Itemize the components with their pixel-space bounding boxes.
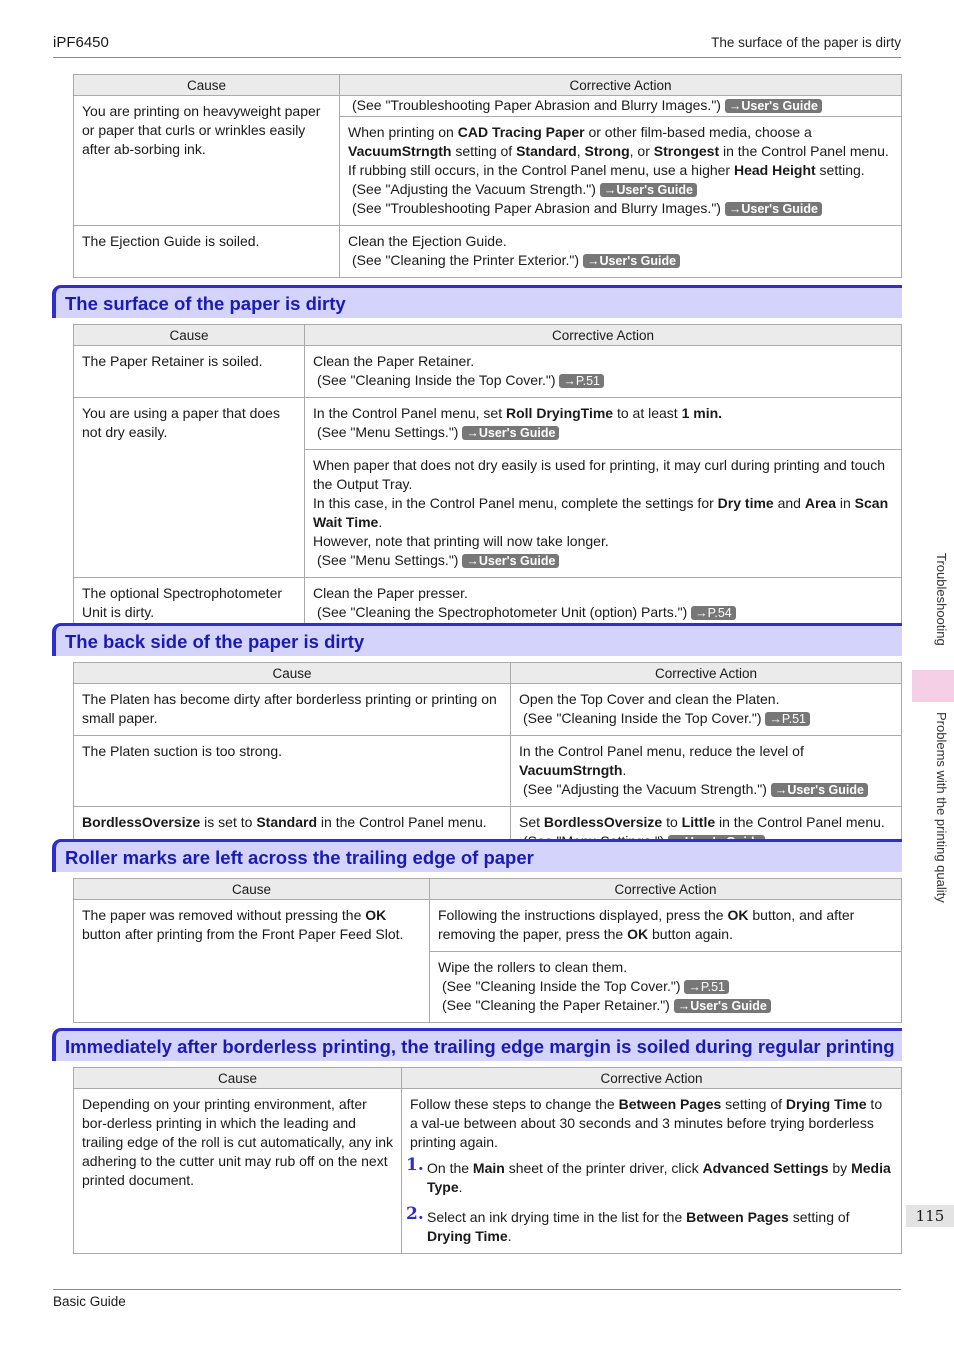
step-item: 1. On the Main sheet of the printer driver, click Advanced Settings by Media Type. bbox=[406, 1155, 891, 1195]
step-number: 2. bbox=[406, 1204, 424, 1224]
cause-cell: You are printing on heavyweight paper or paper that curls or wrinkles easily after ab-sorbing ink. bbox=[74, 96, 340, 226]
table-header-row bbox=[74, 879, 902, 900]
cause-header: Cause bbox=[74, 1068, 402, 1089]
cause-cell: The Platen suction is too strong. bbox=[74, 736, 511, 807]
table-row bbox=[74, 684, 902, 736]
action-cell: In the Control Panel menu, set Roll DryingTime to at least 1 min. (See "Menu Settings.") →User's Guide bbox=[305, 398, 902, 450]
table-row bbox=[74, 96, 902, 117]
page-link[interactable]: →P.51 bbox=[765, 712, 810, 726]
footer-guide-name: Basic Guide bbox=[53, 1294, 126, 1309]
cause-header: Cause bbox=[74, 325, 305, 346]
table-row bbox=[74, 578, 902, 630]
cause-action-table bbox=[73, 324, 902, 630]
cause-cell: The optional Spectrophotometer Unit is dirty. bbox=[74, 578, 305, 630]
cause-cell: You are using a paper that does not dry easily. bbox=[74, 398, 305, 578]
users-guide-link[interactable]: →User's Guide bbox=[583, 254, 680, 268]
action-cell: (See "Troubleshooting Paper Abrasion and Blurry Images.") →User's Guide bbox=[340, 96, 902, 117]
table-header-row bbox=[74, 1068, 902, 1089]
users-guide-link[interactable]: →User's Guide bbox=[600, 183, 697, 197]
action-cell: In the Control Panel menu, reduce the level of VacuumStrngth. (See "Adjusting the Vacuum Strength.") →User's Guide bbox=[511, 736, 902, 807]
action-cell: Clean the Paper Retainer. (See "Cleaning Inside the Top Cover.") →P.51 bbox=[305, 346, 902, 398]
section-heading: The surface of the paper is dirty bbox=[52, 285, 902, 318]
users-guide-link[interactable]: →User's Guide bbox=[725, 202, 822, 216]
table-row bbox=[74, 346, 902, 398]
users-guide-link[interactable]: →User's Guide bbox=[725, 99, 822, 113]
page-number: 115 bbox=[906, 1205, 954, 1227]
users-guide-link[interactable]: →User's Guide bbox=[462, 554, 559, 568]
cause-header: Cause bbox=[74, 663, 511, 684]
action-header: Corrective Action bbox=[305, 325, 902, 346]
table-row bbox=[74, 1089, 902, 1254]
footer-rule bbox=[53, 1289, 901, 1290]
cause-cell: The Paper Retainer is soiled. bbox=[74, 346, 305, 398]
action-cell: When paper that does not dry easily is used for printing, it may curl during printing and touch the Output Tray. In this case, in the Control Panel menu, complete the settings for Dry time and Area in Scan Wait Time. However, note that printing will now take longer. (See "Menu Settings.") →User's Guide bbox=[305, 450, 902, 578]
table-header-row bbox=[74, 325, 902, 346]
action-cell: Following the instructions displayed, press the OK button, and after removing the paper, press the OK button again. bbox=[430, 900, 902, 952]
cause-header: Cause bbox=[74, 75, 340, 96]
users-guide-link[interactable]: →User's Guide bbox=[771, 783, 868, 797]
side-tab-subchapter: Problems with the printing quality bbox=[934, 712, 949, 903]
action-cell: Wipe the rollers to clean them. (See "Cleaning Inside the Top Cover.") →P.51 (See "Cleaning the Paper Retainer.") →User's Guide bbox=[430, 952, 902, 1023]
action-header: Corrective Action bbox=[340, 75, 902, 96]
side-tab-marker bbox=[912, 670, 954, 702]
cause-cell: Depending on your printing environment, after bor-derless printing in which the leading and trailing edge of the roll is cut automatically, any ink adhering to the cutter unit may rub off on the next printed document. bbox=[74, 1089, 402, 1254]
page-link[interactable]: →P.54 bbox=[691, 606, 736, 620]
action-cell: Follow these steps to change the Between Pages setting of Drying Time to a val-ue between about 30 seconds and 3 minutes before trying borderless printing again. 1. On the Main sheet of the printer driver, click Advanced Settings by Media Type. 2. Select an ink drying time in the list for the Between Pages setting of Drying Time. bbox=[402, 1089, 902, 1254]
users-guide-link[interactable]: →User's Guide bbox=[462, 426, 559, 440]
side-tab-chapter: Troubleshooting bbox=[934, 553, 949, 646]
action-header: Corrective Action bbox=[511, 663, 902, 684]
cause-action-table bbox=[73, 662, 902, 859]
action-cell: Set BordlessOversize to Little in the Control Panel menu. bbox=[511, 807, 902, 859]
action-cell: Clean the Paper presser. (See "Cleaning the Spectrophotometer Unit (option) Parts.") →P.54 bbox=[305, 578, 902, 630]
table-row bbox=[74, 736, 902, 807]
action-cell: When printing on CAD Tracing Paper or other film-based media, choose a VacuumStrngth setting of Standard, Strong, or Strongest in the Control Panel menu. If rubbing still occurs, in the Control Panel menu, use a higher Head Height setting. (See "Adjusting the Vacuum Strength.") →User's Guide (See "Troubleshooting Paper Abrasion and Blurry Images.") →User's Guide bbox=[340, 117, 902, 226]
step-number: 1. bbox=[406, 1155, 424, 1175]
cause-action-table-continued bbox=[73, 74, 902, 278]
cause-action-table bbox=[73, 878, 902, 1023]
cause-cell: The Ejection Guide is soiled. bbox=[74, 226, 340, 278]
action-cell: Clean the Ejection Guide. (See "Cleaning the Printer Exterior.") →User's Guide bbox=[340, 226, 902, 278]
page-link[interactable]: →P.51 bbox=[684, 980, 729, 994]
table-row bbox=[74, 398, 902, 450]
users-guide-link[interactable]: →User's Guide bbox=[674, 999, 771, 1013]
cause-header: Cause bbox=[74, 879, 430, 900]
cause-cell: The paper was removed without pressing the OK button after printing from the Front Paper Feed Slot. bbox=[74, 900, 430, 1023]
page-link[interactable]: →P.51 bbox=[559, 374, 604, 388]
table-row bbox=[74, 900, 902, 952]
action-header: Corrective Action bbox=[430, 879, 902, 900]
cause-cell: The Platen has become dirty after borderless printing or printing on small paper. bbox=[74, 684, 511, 736]
header-model: iPF6450 bbox=[53, 34, 109, 51]
cause-cell: BordlessOversize is set to Standard in the Control Panel menu. bbox=[74, 807, 511, 859]
section-heading: Roller marks are left across the trailing edge of paper bbox=[52, 839, 902, 872]
table-header-row bbox=[74, 75, 902, 96]
step-item: 2. Select an ink drying time in the list for the Between Pages setting of Drying Time. bbox=[406, 1204, 850, 1244]
section-heading: Immediately after borderless printing, the trailing edge margin is soiled during regular printing bbox=[52, 1028, 902, 1061]
header-section-title: The surface of the paper is dirty bbox=[711, 35, 901, 50]
table-header-row bbox=[74, 663, 902, 684]
table-row bbox=[74, 226, 902, 278]
action-header: Corrective Action bbox=[402, 1068, 902, 1089]
section-heading: The back side of the paper is dirty bbox=[52, 623, 902, 656]
header-rule bbox=[53, 57, 901, 58]
action-cell: Open the Top Cover and clean the Platen. (See "Cleaning Inside the Top Cover.") →P.51 bbox=[511, 684, 902, 736]
cause-action-table bbox=[73, 1067, 902, 1254]
